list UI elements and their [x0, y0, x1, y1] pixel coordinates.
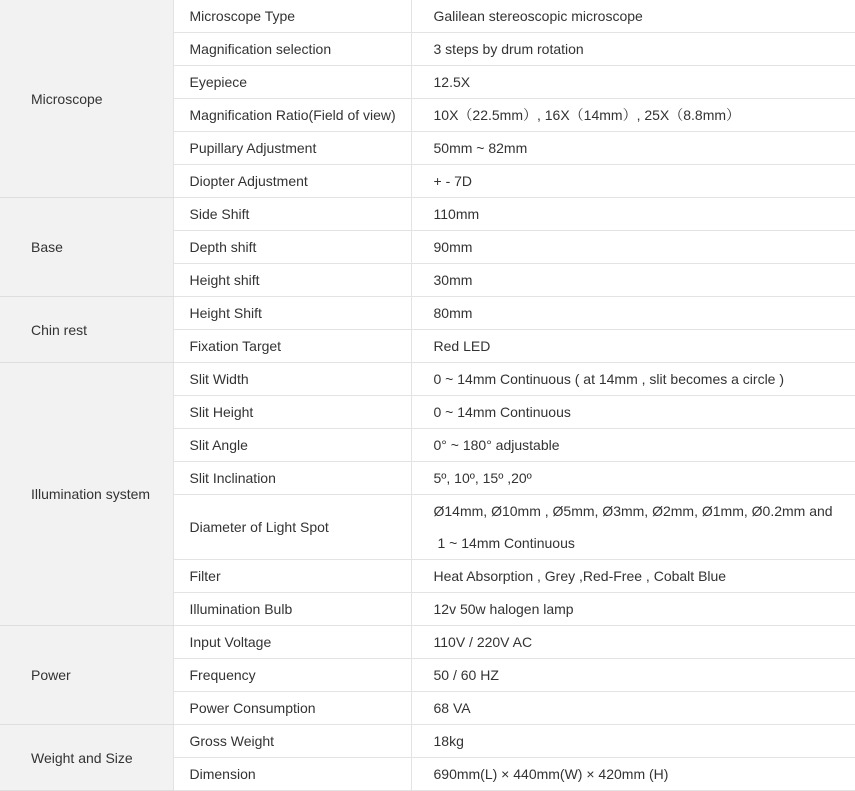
category-cell: Microscope [0, 0, 173, 198]
parameter-cell: Diopter Adjustment [173, 165, 411, 198]
spec-row [0, 0, 855, 33]
parameter-cell: Depth shift [173, 231, 411, 264]
value-cell: 0 ~ 14mm Continuous ( at 14mm , slit becomes a circle ) [411, 363, 855, 396]
value-cell: Heat Absorption , Grey ,Red-Free , Cobalt Blue [411, 560, 855, 593]
value-cell: 0° ~ 180° adjustable [411, 429, 855, 462]
spec-row [0, 363, 855, 396]
parameter-cell: Magnification selection [173, 33, 411, 66]
parameter-cell: Pupillary Adjustment [173, 132, 411, 165]
value-cell: 10X（22.5mm）, 16X（14mm）, 25X（8.8mm） [411, 99, 855, 132]
parameter-cell: Side Shift [173, 198, 411, 231]
value-cell: 90mm [411, 231, 855, 264]
value-cell: 12v 50w halogen lamp [411, 593, 855, 626]
parameter-cell: Power Consumption [173, 692, 411, 725]
value-cell: 3 steps by drum rotation [411, 33, 855, 66]
value-cell: 690mm(L) × 440mm(W) × 420mm (H) [411, 758, 855, 791]
category-cell: Power [0, 626, 173, 725]
parameter-cell: Microscope Type [173, 0, 411, 33]
spec-row [0, 198, 855, 231]
parameter-cell: Dimension [173, 758, 411, 791]
value-cell: Red LED [411, 330, 855, 363]
value-cell: 50mm ~ 82mm [411, 132, 855, 165]
value-cell: Galilean stereoscopic microscope [411, 0, 855, 33]
parameter-cell: Frequency [173, 659, 411, 692]
value-cell: 110mm [411, 198, 855, 231]
spec-row [0, 297, 855, 330]
category-cell: Weight and Size [0, 725, 173, 791]
parameter-cell: Fixation Target [173, 330, 411, 363]
parameter-cell: Magnification Ratio(Field of view) [173, 99, 411, 132]
value-cell [411, 495, 855, 560]
category-cell: Chin rest [0, 297, 173, 363]
value-cell: 110V / 220V AC [411, 626, 855, 659]
parameter-cell: Slit Angle [173, 429, 411, 462]
parameter-cell: Illumination Bulb [173, 593, 411, 626]
parameter-cell: Slit Height [173, 396, 411, 429]
value-cell: 0 ~ 14mm Continuous [411, 396, 855, 429]
category-cell: Illumination system [0, 363, 173, 626]
parameter-cell: Eyepiece [173, 66, 411, 99]
parameter-cell: Height shift [173, 264, 411, 297]
category-cell: Base [0, 198, 173, 297]
spec-row [0, 626, 855, 659]
value-cell: 5º, 10º, 15º ,20º [411, 462, 855, 495]
parameter-cell: Slit Inclination [173, 462, 411, 495]
parameter-cell: Input Voltage [173, 626, 411, 659]
parameter-cell: Gross Weight [173, 725, 411, 758]
spec-row [0, 725, 855, 758]
value-cell: 80mm [411, 297, 855, 330]
value-cell: 18kg [411, 725, 855, 758]
parameter-cell: Slit Width [173, 363, 411, 396]
value-cell: 30mm [411, 264, 855, 297]
value-cell: 68 VA [411, 692, 855, 725]
value-cell: + - 7D [411, 165, 855, 198]
parameter-cell: Diameter of Light Spot [173, 495, 411, 560]
value-line-1: Ø14mm, Ø10mm , Ø5mm, Ø3mm, Ø2mm, Ø1mm, Ø0.2mm and [433, 503, 833, 519]
parameter-cell: Filter [173, 560, 411, 593]
value-cell: 12.5X [411, 66, 855, 99]
parameter-cell: Height Shift [173, 297, 411, 330]
value-line-2: 1 ~ 14mm Continuous [437, 535, 575, 551]
value-cell: 50 / 60 HZ [411, 659, 855, 692]
